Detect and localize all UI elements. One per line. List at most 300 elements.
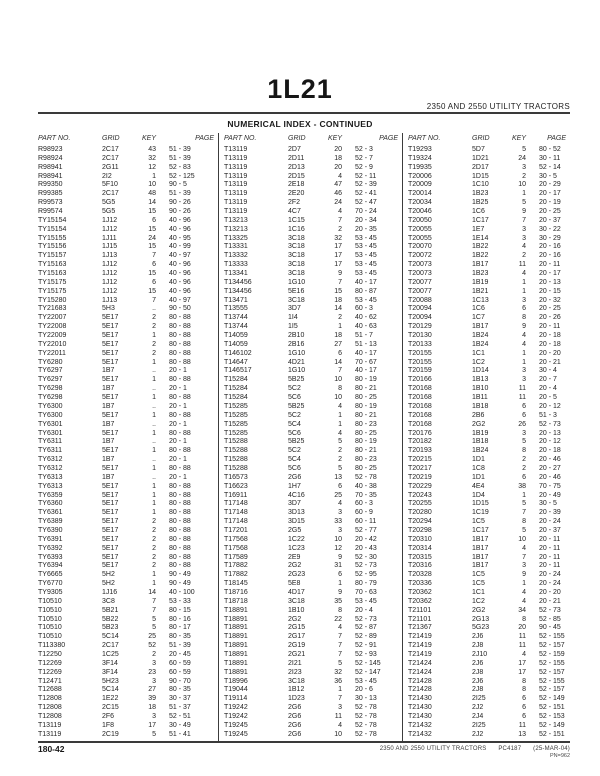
grid-cell: 1B23 bbox=[472, 270, 489, 278]
grid-cell: 1D15 bbox=[472, 500, 489, 508]
page-cell: 20 - 4 bbox=[355, 606, 373, 614]
grid-cell: 4C16 bbox=[288, 491, 305, 499]
key-cell: 1 bbox=[152, 447, 156, 455]
key-cell: 3 bbox=[338, 526, 342, 534]
part-no-cell: T16623 bbox=[224, 482, 248, 490]
table-row bbox=[408, 217, 570, 226]
table-row bbox=[408, 208, 570, 217]
key-cell: 11 bbox=[518, 261, 526, 269]
key-cell: 9 bbox=[522, 208, 526, 216]
part-no-cell: TY15155 bbox=[38, 234, 67, 242]
part-no-cell: TY6297 bbox=[38, 376, 63, 384]
key-cell: .. bbox=[152, 438, 156, 446]
grid-cell: 2G13 bbox=[472, 615, 490, 623]
grid-cell: 2G11 bbox=[102, 163, 119, 171]
page-cell: 40 - 95 bbox=[169, 234, 191, 242]
page-cell: 20 - 1 bbox=[169, 402, 187, 410]
key-cell: 25 bbox=[148, 633, 156, 641]
part-no-cell: T20314 bbox=[408, 544, 432, 552]
grid-cell: 1F8 bbox=[102, 721, 115, 729]
table-row bbox=[38, 447, 218, 456]
page-cell: 30 - 4 bbox=[539, 367, 557, 375]
table-row bbox=[224, 580, 402, 589]
key-cell: 1 bbox=[522, 580, 526, 588]
part-no-cell: R99350 bbox=[38, 181, 63, 189]
column-header-page: PAGE bbox=[547, 135, 566, 142]
part-no-cell: T19242 bbox=[224, 713, 248, 720]
part-no-cell: T12808 bbox=[38, 704, 62, 712]
key-cell: 6 bbox=[338, 349, 342, 357]
grid-cell: 2E20 bbox=[288, 190, 305, 198]
grid-cell: 1B18 bbox=[472, 402, 489, 410]
part-no-cell: T20193 bbox=[408, 447, 432, 455]
grid-cell: 5E17 bbox=[102, 394, 119, 402]
grid-cell: 2G19 bbox=[288, 642, 306, 650]
part-no-cell: T14059 bbox=[224, 332, 248, 340]
grid-cell: 5E17 bbox=[102, 358, 119, 366]
grid-cell: 5C14 bbox=[102, 686, 119, 694]
table-row bbox=[408, 695, 570, 704]
page-cell: 30 - 11 bbox=[539, 154, 561, 162]
grid-cell: 5E17 bbox=[102, 447, 119, 455]
key-cell: 1 bbox=[152, 358, 156, 366]
part-no-cell: T18996 bbox=[224, 677, 248, 685]
table-row bbox=[38, 252, 218, 261]
grid-cell: 1E14 bbox=[472, 234, 489, 242]
key-cell: 2 bbox=[338, 225, 342, 233]
table-row bbox=[408, 669, 570, 678]
key-cell: 32 bbox=[148, 154, 156, 162]
part-no-cell: T20133 bbox=[408, 340, 432, 348]
key-cell: 6 bbox=[522, 704, 526, 712]
page-cell: 40 - 97 bbox=[169, 252, 191, 260]
page-cell: 53 - 45 bbox=[355, 677, 377, 685]
grid-cell: 1C8 bbox=[472, 464, 485, 472]
page-cell: 20 - 32 bbox=[539, 296, 561, 304]
grid-cell: 1C7 bbox=[472, 314, 485, 322]
column-header-grid: GRID bbox=[288, 135, 306, 142]
key-cell: 4 bbox=[338, 624, 342, 632]
table-row bbox=[224, 350, 402, 359]
page-cell: 52 - 73 bbox=[539, 606, 561, 614]
key-cell: 4 bbox=[522, 332, 526, 340]
key-cell: 5 bbox=[338, 464, 342, 472]
grid-cell: 3D7 bbox=[288, 305, 301, 313]
page-cell: 20 - 27 bbox=[539, 464, 561, 472]
page-cell: 52 - 11 bbox=[355, 172, 377, 180]
grid-cell: 2B16 bbox=[288, 340, 305, 348]
page-cell: 20 - 11 bbox=[539, 544, 561, 552]
page-cell: 80 - 79 bbox=[355, 580, 377, 588]
page-cell: 20 - 46 bbox=[539, 473, 561, 481]
page-cell: 80 - 88 bbox=[169, 358, 191, 366]
table-row bbox=[224, 341, 402, 350]
grid-cell: 5G5 bbox=[102, 199, 116, 207]
grid-cell: 2D15 bbox=[288, 172, 305, 180]
grid-cell: 5E17 bbox=[102, 349, 119, 357]
page-cell: 40 - 96 bbox=[169, 261, 191, 269]
page-cell: 20 - 1 bbox=[169, 473, 187, 481]
table-header-row bbox=[38, 133, 218, 146]
page-cell: 20 - 25 bbox=[539, 208, 561, 216]
table-row bbox=[408, 598, 570, 607]
grid-cell: 5E17 bbox=[102, 509, 119, 517]
grid-cell: 5B25 bbox=[288, 438, 305, 446]
table-row bbox=[224, 731, 402, 740]
grid-cell: 3C18 bbox=[288, 677, 305, 685]
grid-cell: 1C25 bbox=[102, 650, 119, 658]
page-cell: 80 - 21 bbox=[355, 385, 377, 393]
part-no-cell: T134456 bbox=[224, 278, 252, 286]
grid-cell: 2G6 bbox=[288, 721, 302, 729]
page-cell: 60 - 3 bbox=[355, 305, 373, 313]
page-cell: 20 - 15 bbox=[539, 287, 561, 295]
grid-cell: 1B21 bbox=[472, 287, 489, 295]
column-header-key: KEY bbox=[327, 135, 342, 142]
table-row bbox=[38, 704, 218, 713]
table-row bbox=[38, 341, 218, 350]
grid-cell: 2G17 bbox=[288, 633, 306, 641]
table-row bbox=[38, 376, 218, 385]
page-cell: 20 - 13 bbox=[539, 278, 561, 286]
key-cell: 1 bbox=[152, 411, 156, 419]
grid-cell: 1J12 bbox=[102, 270, 118, 278]
table-row bbox=[408, 536, 570, 545]
table-row bbox=[408, 545, 570, 554]
page-cell: 20 - 13 bbox=[539, 429, 561, 437]
page-cell: 20 - 1 bbox=[169, 385, 187, 393]
part-no-cell: R99573 bbox=[38, 199, 63, 207]
grid-cell: 5C14 bbox=[102, 633, 119, 641]
table-row bbox=[38, 678, 218, 687]
part-no-cell: T15284 bbox=[224, 376, 248, 384]
table-row bbox=[224, 492, 402, 501]
table-row bbox=[38, 297, 218, 306]
page-cell: 53 - 45 bbox=[355, 252, 377, 260]
page-cell: 40 - 97 bbox=[169, 296, 191, 304]
table-row bbox=[224, 297, 402, 306]
key-cell: 6 bbox=[522, 695, 526, 703]
page-cell: 80 - 88 bbox=[169, 376, 191, 384]
table-row bbox=[408, 624, 570, 633]
grid-cell: 1B17 bbox=[472, 562, 489, 570]
key-cell: 6 bbox=[522, 713, 526, 720]
table-row bbox=[408, 731, 570, 740]
table-row bbox=[38, 571, 218, 580]
part-no-cell: T18891 bbox=[224, 668, 248, 676]
table-row bbox=[38, 164, 218, 173]
key-cell: 2 bbox=[152, 535, 156, 543]
part-no-cell: TY6313 bbox=[38, 482, 63, 490]
key-cell: 18 bbox=[334, 332, 342, 340]
table-row bbox=[408, 660, 570, 669]
key-cell: 11 bbox=[518, 633, 526, 641]
part-no-cell: T18716 bbox=[224, 588, 248, 596]
grid-cell: 1C13 bbox=[472, 296, 489, 304]
key-cell: 2 bbox=[338, 447, 342, 455]
page-cell: 70 - 67 bbox=[355, 358, 377, 366]
page-cell: 52 - 39 bbox=[355, 181, 377, 189]
part-no-cell: TY6280 bbox=[38, 358, 63, 366]
page-cell: 20 - 46 bbox=[539, 456, 561, 464]
grid-cell: 5B23 bbox=[102, 624, 119, 632]
part-no-cell: T17568 bbox=[224, 544, 248, 552]
grid-cell: 1J11 bbox=[102, 234, 117, 242]
key-cell: 6 bbox=[152, 216, 156, 224]
key-cell: 17 bbox=[334, 243, 342, 251]
table-row bbox=[224, 527, 402, 536]
page-cell: 40 - 96 bbox=[169, 287, 191, 295]
part-no-cell: T134456 bbox=[224, 287, 252, 295]
page-cell: 80 - 88 bbox=[169, 526, 191, 534]
key-cell: 7 bbox=[522, 509, 526, 517]
page-cell: 52 - 159 bbox=[539, 650, 565, 658]
grid-cell: 5C2 bbox=[288, 447, 301, 455]
key-cell: 7 bbox=[338, 650, 342, 658]
table-row bbox=[224, 323, 402, 332]
page-cell: 52 - 91 bbox=[355, 642, 377, 650]
grid-cell: 2J6 bbox=[472, 677, 484, 685]
grid-cell: 5B22 bbox=[102, 615, 119, 623]
table-row bbox=[408, 412, 570, 421]
table-row bbox=[408, 447, 570, 456]
table-row bbox=[408, 155, 570, 164]
page-cell: 60 - 3 bbox=[355, 500, 373, 508]
page-cell: 20 - 37 bbox=[539, 216, 561, 224]
page-cell: 40 - 96 bbox=[169, 216, 191, 224]
table-row bbox=[38, 173, 218, 182]
key-cell: 10 bbox=[334, 376, 342, 384]
grid-cell: 1C5 bbox=[472, 518, 485, 526]
page-cell: 20 - 6 bbox=[355, 686, 373, 694]
key-cell: 4 bbox=[522, 588, 526, 596]
part-no-cell: T17148 bbox=[224, 509, 248, 517]
key-cell: 1 bbox=[152, 429, 156, 437]
grid-cell: 4E4 bbox=[472, 482, 485, 490]
grid-cell: 2G6 bbox=[288, 730, 302, 738]
table-row bbox=[224, 279, 402, 288]
page-cell: 80 - 88 bbox=[169, 314, 191, 322]
table-row bbox=[224, 235, 402, 244]
part-no-cell: TY6393 bbox=[38, 553, 63, 561]
part-no-cell: T21430 bbox=[408, 695, 432, 703]
part-no-cell: T15288 bbox=[224, 464, 248, 472]
part-no-cell: T12688 bbox=[38, 686, 62, 694]
grid-cell: 1J13 bbox=[102, 296, 118, 304]
section-title: NUMERICAL INDEX - CONTINUED bbox=[227, 119, 373, 129]
part-no-cell: T19245 bbox=[224, 721, 248, 729]
page-cell: 52 - 7 bbox=[355, 154, 373, 162]
footer-publication-info bbox=[370, 746, 570, 752]
key-cell: 5 bbox=[152, 730, 156, 738]
page-cell: 80 - 88 bbox=[169, 535, 191, 543]
grid-cell: 2C15 bbox=[102, 704, 119, 712]
key-cell: 7 bbox=[152, 296, 156, 304]
page-cell: 30 - 22 bbox=[539, 225, 561, 233]
table-row bbox=[408, 562, 570, 571]
table-row bbox=[408, 456, 570, 465]
part-no-cell: T20168 bbox=[408, 420, 432, 428]
page-cell: 20 - 18 bbox=[539, 447, 561, 455]
page-cell: 52 - 47 bbox=[355, 199, 377, 207]
page-cell: 52 - 78 bbox=[355, 730, 377, 738]
grid-cell: 3C18 bbox=[288, 597, 305, 605]
key-cell: 2 bbox=[152, 518, 156, 526]
grid-cell: 5E17 bbox=[102, 535, 119, 543]
key-cell: .. bbox=[152, 402, 156, 410]
table-row bbox=[408, 323, 570, 332]
page-cell: 40 - 96 bbox=[169, 270, 191, 278]
part-no-cell: R99385 bbox=[38, 190, 63, 198]
key-cell: 11 bbox=[518, 721, 526, 729]
key-cell: 18 bbox=[334, 154, 342, 162]
page-cell: 20 - 11 bbox=[539, 535, 561, 543]
page-cell: 80 - 88 bbox=[169, 394, 191, 402]
page-cell: 52 - 151 bbox=[539, 730, 565, 738]
page-cell: 20 - 26 bbox=[539, 314, 561, 322]
grid-cell: 1B17 bbox=[472, 323, 489, 331]
table-row bbox=[38, 669, 218, 678]
page-cell: 80 - 88 bbox=[169, 562, 191, 570]
table-row bbox=[38, 607, 218, 616]
grid-cell: 3C18 bbox=[288, 234, 305, 242]
part-no-cell: TY6391 bbox=[38, 535, 63, 543]
page-cell: 52 - 155 bbox=[539, 633, 565, 641]
part-no-cell: T19935 bbox=[408, 163, 432, 171]
key-cell: 15 bbox=[148, 208, 156, 216]
table-row bbox=[38, 217, 218, 226]
grid-cell: 1C22 bbox=[288, 535, 305, 543]
grid-cell: 1C10 bbox=[472, 181, 489, 189]
table-row bbox=[38, 350, 218, 359]
grid-cell: 2G21 bbox=[288, 650, 306, 658]
table-row bbox=[224, 695, 402, 704]
grid-cell: 5E17 bbox=[102, 544, 119, 552]
grid-cell: 1C1 bbox=[472, 588, 485, 596]
grid-cell: 5C4 bbox=[288, 456, 301, 464]
key-cell: 1 bbox=[152, 482, 156, 490]
grid-cell: 5E17 bbox=[102, 482, 119, 490]
grid-cell: 5B21 bbox=[102, 606, 119, 614]
page-cell: 40 - 96 bbox=[169, 225, 191, 233]
part-no-cell: T21419 bbox=[408, 642, 432, 650]
part-no-cell: TY6770 bbox=[38, 580, 63, 588]
page-cell: 90 - 70 bbox=[169, 677, 191, 685]
key-cell: 1 bbox=[338, 420, 342, 428]
grid-cell: 1J12 bbox=[102, 287, 118, 295]
key-cell: 2 bbox=[338, 456, 342, 464]
page-cell: 30 - 49 bbox=[169, 721, 191, 729]
key-cell: 14 bbox=[148, 199, 156, 207]
key-cell: 15 bbox=[334, 287, 342, 295]
part-no-cell: TY21683 bbox=[38, 305, 67, 313]
part-no-cell: T17568 bbox=[224, 535, 248, 543]
grid-cell: 1B19 bbox=[472, 278, 489, 286]
key-cell: 7 bbox=[522, 553, 526, 561]
page-cell: 30 - 37 bbox=[169, 695, 191, 703]
grid-cell: 1D1 bbox=[472, 473, 485, 481]
page-cell: 80 - 17 bbox=[169, 624, 191, 632]
table-row bbox=[224, 704, 402, 713]
part-no-cell: T146102 bbox=[224, 349, 252, 357]
grid-cell: 1D23 bbox=[288, 695, 305, 703]
footer-print-note: PN=962 bbox=[549, 753, 570, 759]
part-no-cell: T13332 bbox=[224, 252, 248, 260]
grid-cell: 1B11 bbox=[472, 394, 488, 402]
key-cell: 2 bbox=[152, 526, 156, 534]
grid-cell: 1C6 bbox=[472, 305, 485, 313]
key-cell: 2 bbox=[522, 172, 526, 180]
key-cell: 3 bbox=[522, 225, 526, 233]
table-row bbox=[408, 722, 570, 731]
grid-cell: 5H23 bbox=[102, 677, 119, 685]
key-cell: 20 bbox=[334, 163, 342, 171]
grid-cell: 5E8 bbox=[288, 580, 301, 588]
key-cell: 11 bbox=[334, 713, 342, 720]
table-row bbox=[224, 146, 402, 155]
page-cell: 53 - 45 bbox=[355, 234, 377, 242]
part-no-cell: T15285 bbox=[224, 411, 248, 419]
key-cell: 8 bbox=[522, 686, 526, 694]
key-cell: 3 bbox=[522, 562, 526, 570]
grid-cell: 5C6 bbox=[288, 429, 301, 437]
table-row bbox=[224, 438, 402, 447]
page-cell: 30 - 5 bbox=[539, 172, 557, 180]
grid-cell: 1B10 bbox=[472, 385, 489, 393]
page-cell: 80 - 88 bbox=[169, 518, 191, 526]
page-cell: 20 - 1 bbox=[169, 456, 187, 464]
grid-cell: 1J12 bbox=[102, 225, 118, 233]
grid-cell: 2E18 bbox=[288, 181, 305, 189]
page-cell: 20 - 1 bbox=[169, 438, 187, 446]
grid-cell: 1C15 bbox=[288, 216, 305, 224]
page-cell: 40 - 63 bbox=[355, 323, 377, 331]
key-cell: 34 bbox=[518, 606, 526, 614]
grid-cell: 2C17 bbox=[102, 154, 119, 162]
grid-cell: 1B7 bbox=[102, 420, 115, 428]
page-cell: 52 - 95 bbox=[355, 571, 377, 579]
page-cell: 80 - 19 bbox=[355, 376, 377, 384]
table-row bbox=[224, 270, 402, 279]
grid-cell: 2G2 bbox=[472, 606, 486, 614]
key-cell: 2 bbox=[338, 314, 342, 322]
page-cell: 20 - 18 bbox=[539, 332, 561, 340]
key-cell: 17 bbox=[518, 668, 526, 676]
page-cell: 20 - 17 bbox=[539, 270, 561, 278]
part-no-cell: T20255 bbox=[408, 500, 432, 508]
grid-cell: 1B22 bbox=[472, 252, 489, 260]
page-cell: 20 - 12 bbox=[539, 402, 561, 410]
page-cell: 53 - 45 bbox=[355, 270, 377, 278]
page-cell: 30 - 13 bbox=[355, 695, 377, 703]
page-cell: 52 - 78 bbox=[355, 704, 377, 712]
table-row bbox=[224, 447, 402, 456]
table-row bbox=[224, 421, 402, 430]
page-cell: 20 - 20 bbox=[539, 349, 561, 357]
part-no-cell: T20310 bbox=[408, 535, 432, 543]
grid-cell: 1C1 bbox=[472, 349, 485, 357]
grid-cell: 2J8 bbox=[472, 642, 484, 650]
part-no-cell: T12471 bbox=[38, 677, 62, 685]
key-cell: 10 bbox=[334, 535, 342, 543]
part-no-cell: T146517 bbox=[224, 367, 252, 375]
page-cell: 80 - 25 bbox=[355, 394, 377, 402]
part-no-cell: T20155 bbox=[408, 358, 432, 366]
key-cell: .. bbox=[152, 305, 156, 313]
part-no-cell: T18891 bbox=[224, 650, 248, 658]
table-row bbox=[38, 155, 218, 164]
table-row bbox=[224, 367, 402, 376]
